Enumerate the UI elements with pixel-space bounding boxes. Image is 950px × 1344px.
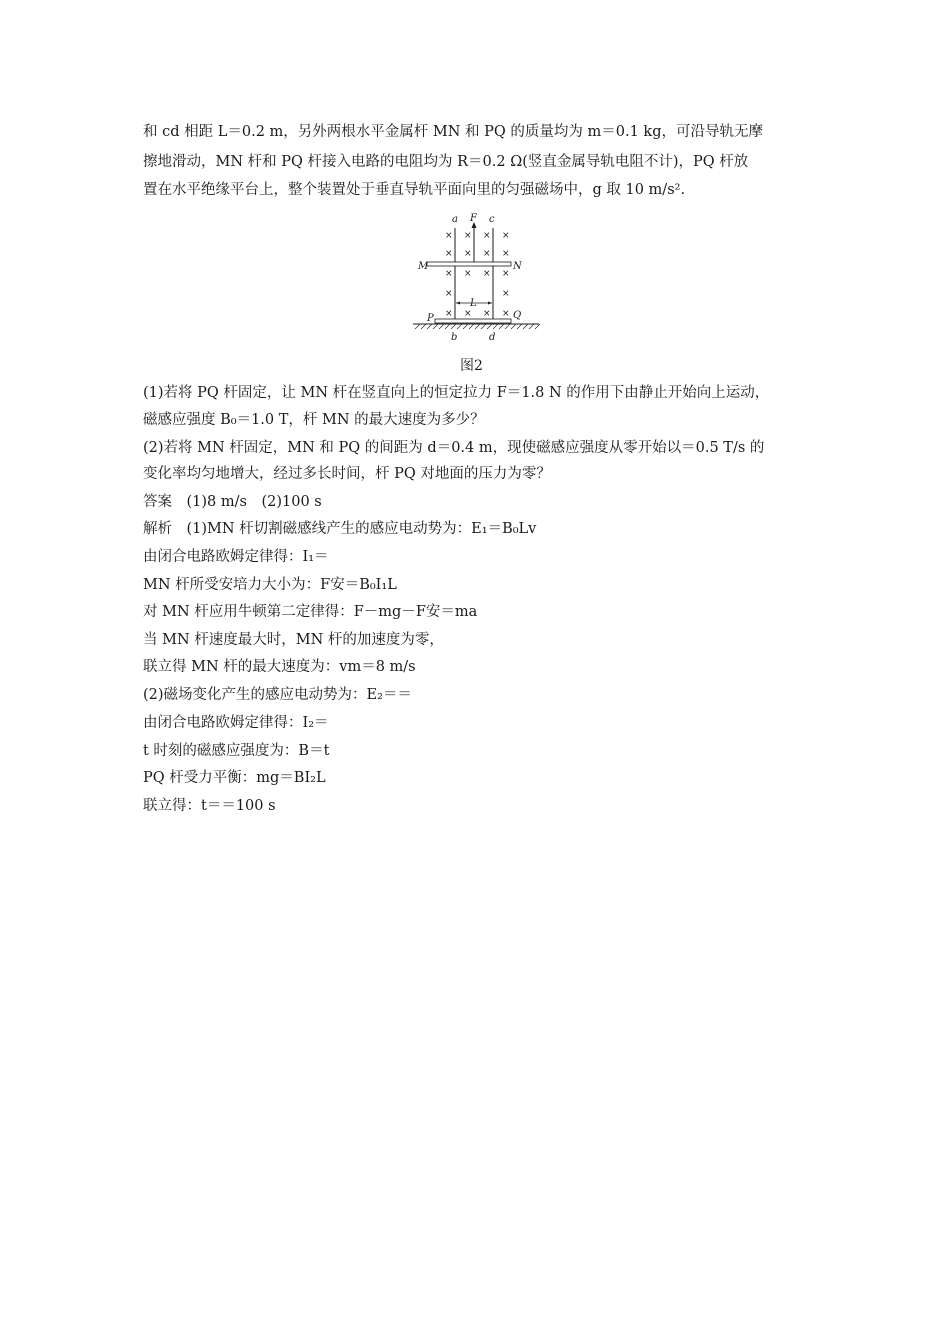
label-N: N	[513, 261, 522, 272]
solution-line-6: 联立得 MN 杆的最大速度为：vm＝8 m/s	[143, 659, 416, 675]
label-P: P	[427, 313, 434, 324]
solution-line-1: 解析 (1)MN 杆切割磁感线产生的感应电动势为：E₁＝B₀Lv	[143, 521, 537, 537]
field-cross: ×	[502, 289, 510, 299]
rod-PQ	[435, 319, 511, 323]
field-cross: ×	[483, 269, 491, 279]
question-line-2: 磁感应强度 B₀＝1.0 T，杆 MN 的最大速度为多少？	[143, 412, 485, 428]
label-Q: Q	[513, 310, 522, 321]
solution-line-9: t 时刻的磁感应强度为：B＝t	[143, 743, 330, 759]
question-line-4: 变化率均匀地增大，经过多长时间，杆 PQ 对地面的压力为零？	[143, 466, 551, 482]
label-M: M	[418, 261, 429, 272]
solution-line-2: 由闭合电路欧姆定律得：I₁＝	[143, 549, 329, 565]
solution-line-3: MN 杆所受安培力大小为：F安＝B₀I₁L	[143, 577, 397, 593]
answer-line: 答案 (1)8 m/s (2)100 s	[143, 494, 322, 510]
field-cross: ×	[445, 231, 453, 241]
field-cross: ×	[483, 249, 491, 259]
label-a: a	[452, 214, 458, 225]
problem-line-3: 置在水平绝缘平台上，整个装置处于垂直导轨平面向里的匀强磁场中，g 取 10 m/s².	[143, 182, 686, 198]
field-cross: ×	[502, 231, 510, 241]
field-cross: ×	[464, 309, 472, 319]
field-cross: ×	[502, 309, 510, 319]
question-line-3: (2)若将 MN 杆固定，MN 和 PQ 的间距为 d＝0.4 m，现使磁感应强度从零开始以＝0.5 T/s 的	[143, 440, 765, 456]
solution-line-8: 由闭合电路欧姆定律得：I₂＝	[143, 715, 329, 731]
label-F: F	[470, 213, 477, 224]
figure-caption: 图2	[460, 358, 483, 374]
field-cross: ×	[445, 289, 453, 299]
field-cross: ×	[464, 269, 472, 279]
rod-MN	[427, 262, 511, 266]
label-d: d	[489, 332, 496, 343]
problem-line-2: 擦地滑动，MN 杆和 PQ 杆接入电路的电阻均为 R＝0.2 Ω(竖直金属导轨电阻不计)，PQ 杆放	[143, 154, 749, 170]
field-cross: ×	[502, 249, 510, 259]
problem-line-1: 和 cd 相距 L＝0.2 m，另外两根水平金属杆 MN 和 PQ 的质量均为 m＝0.1 kg，可沿导轨无摩	[143, 124, 763, 140]
solution-line-11: 联立得：t＝＝100 s	[143, 798, 276, 814]
label-b: b	[451, 332, 458, 343]
solution-line-7: (2)磁场变化产生的感应电动势为：E₂＝＝	[143, 687, 412, 703]
solution-line-5: 当 MN 杆速度最大时，MN 杆的加速度为零，	[143, 632, 444, 648]
L-arrow-left	[456, 302, 460, 305]
field-cross: ×	[483, 231, 491, 241]
field-cross: ×	[483, 309, 491, 319]
field-cross: ×	[502, 269, 510, 279]
question-line-1: (1)若将 PQ 杆固定，让 MN 杆在竖直向上的恒定拉力 F＝1.8 N 的作用下由静止开始向上运动，	[143, 385, 770, 401]
field-cross: ×	[445, 309, 453, 319]
platform-hatching	[415, 324, 540, 329]
L-arrow-right	[488, 302, 492, 305]
field-cross: ×	[464, 231, 472, 241]
circuit-figure	[405, 208, 555, 348]
solution-line-10: PQ 杆受力平衡：mg＝BI₂L	[143, 770, 326, 786]
label-c: c	[489, 214, 495, 225]
field-cross: ×	[464, 249, 472, 259]
field-cross: ×	[445, 269, 453, 279]
solution-line-4: 对 MN 杆应用牛顿第二定律得：F－mg－F安＝ma	[143, 604, 478, 620]
field-cross: ×	[445, 249, 453, 259]
label-L: L	[470, 298, 477, 309]
